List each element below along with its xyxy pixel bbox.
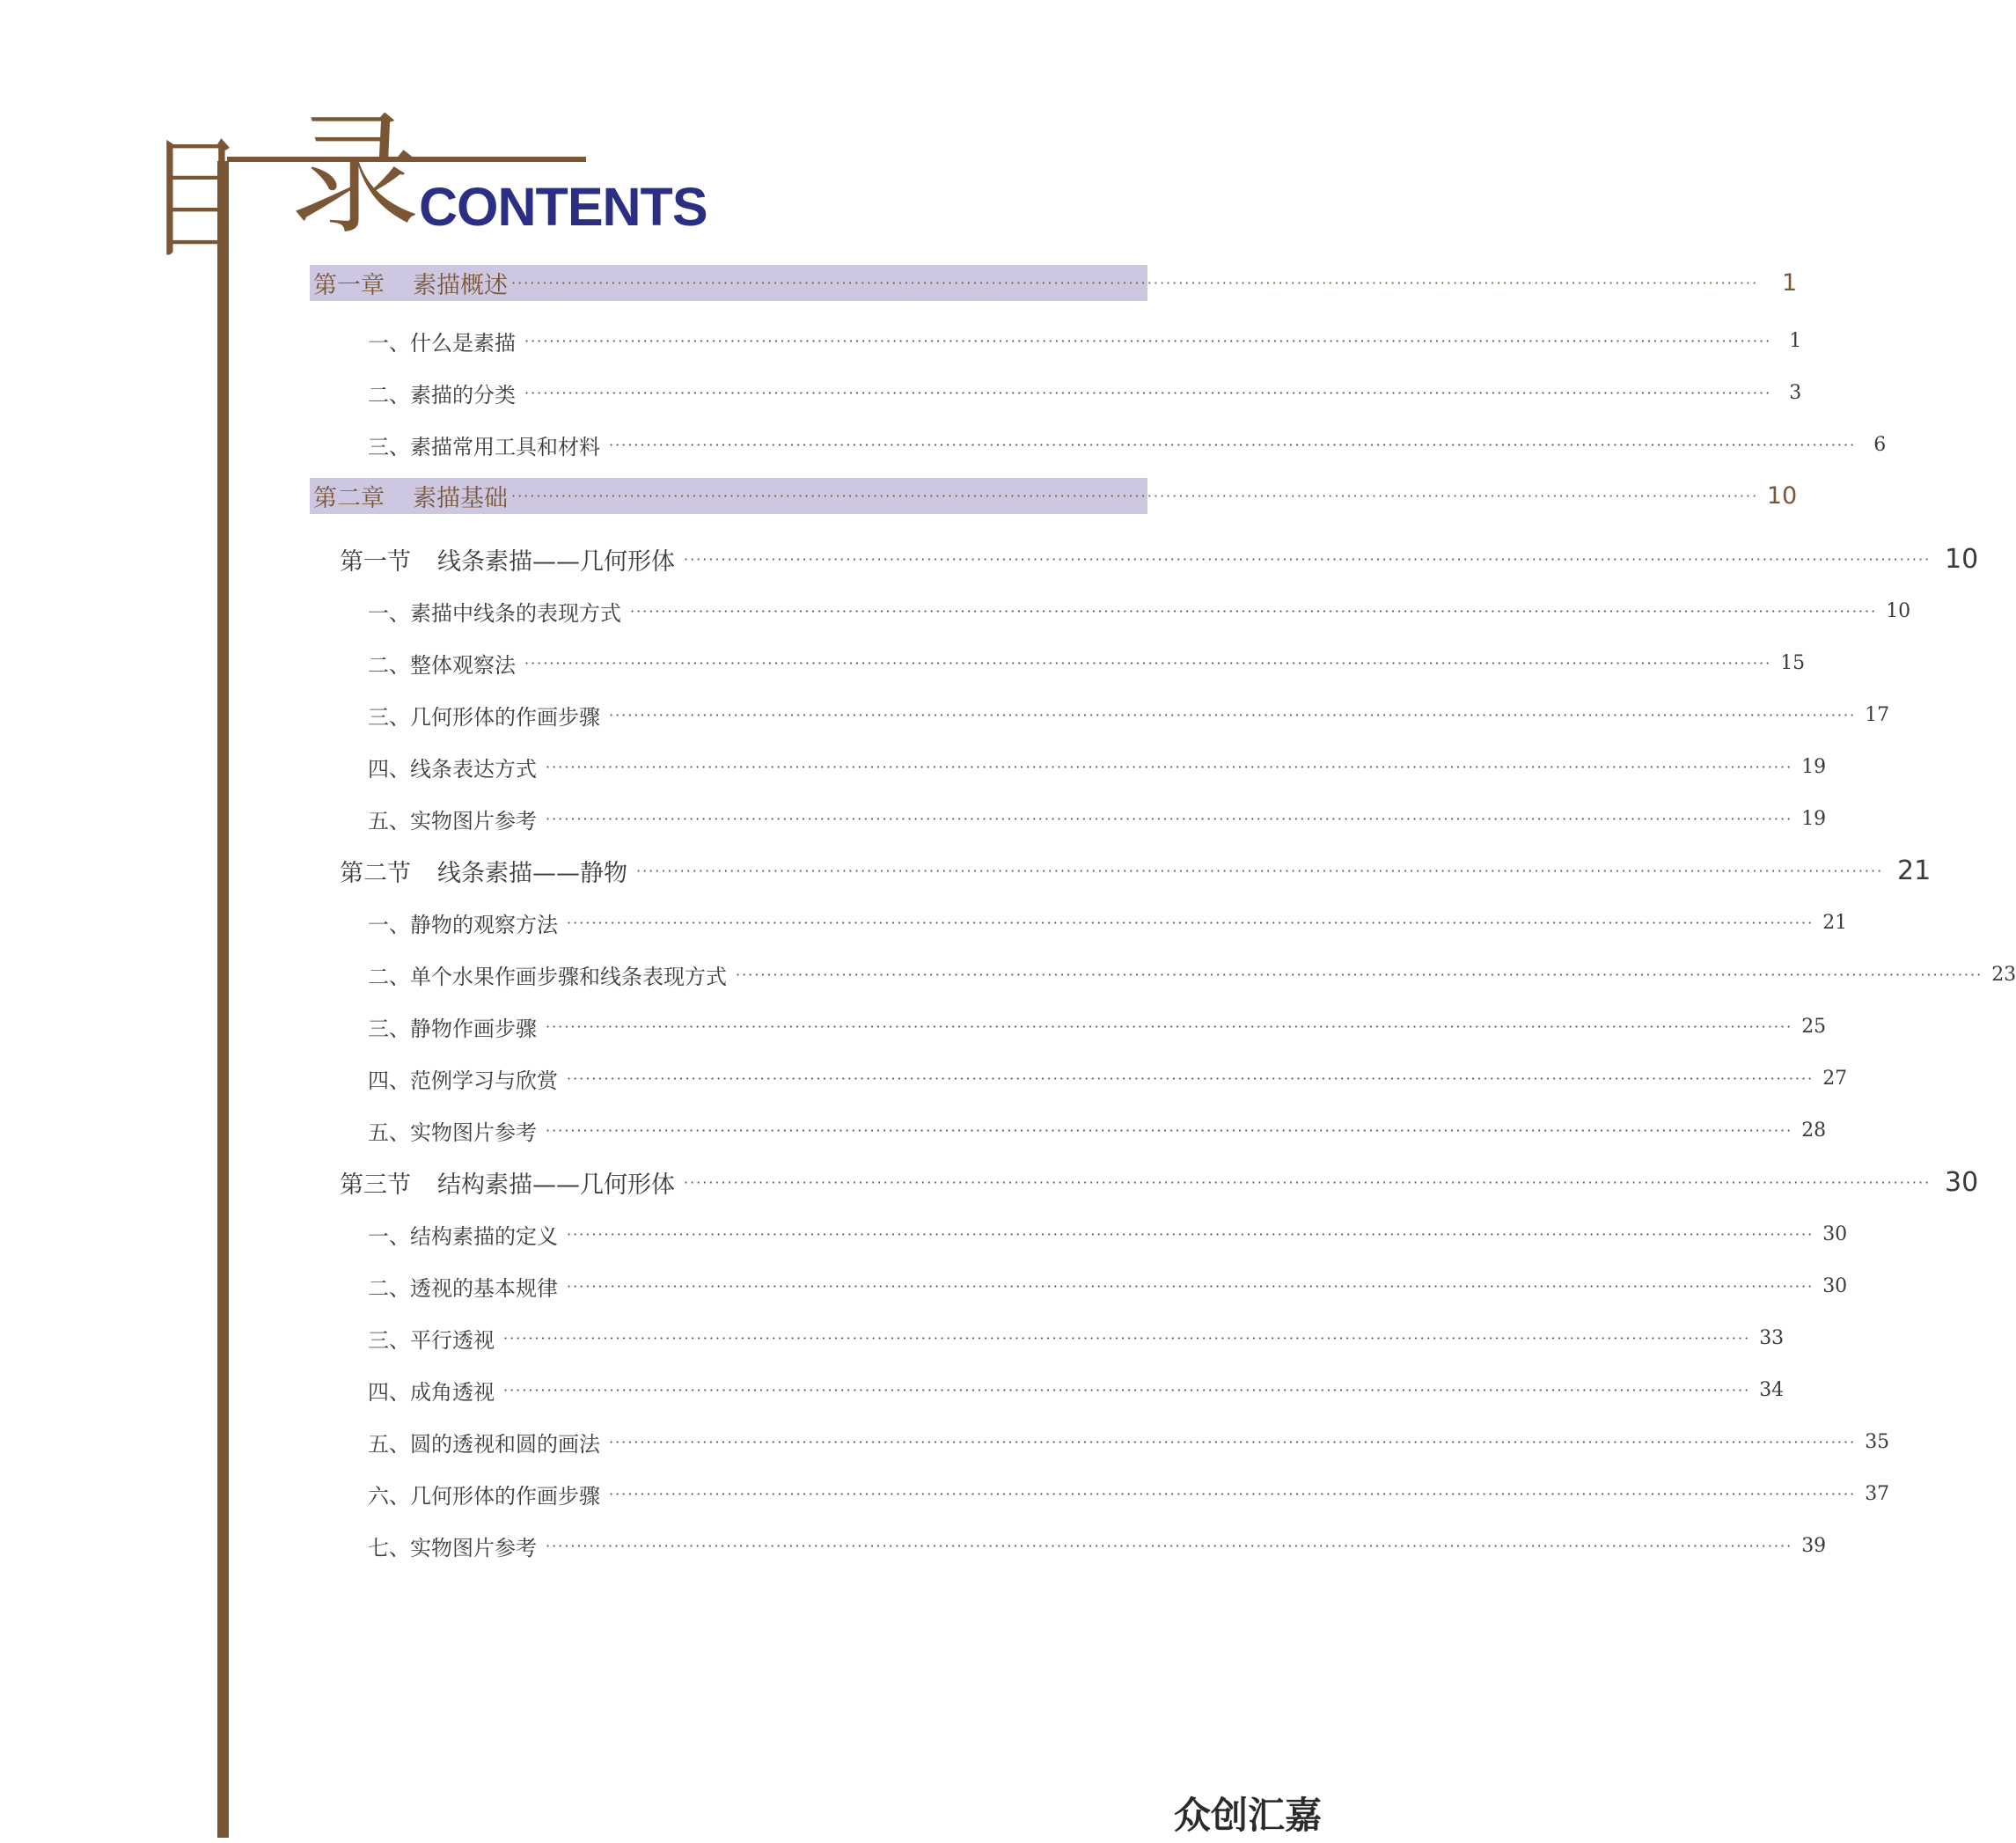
item-label: 五、圆的透视和圆的画法 <box>368 1432 600 1457</box>
toc-item[interactable] <box>368 1468 1890 1520</box>
toc-item[interactable] <box>368 585 1911 637</box>
dot-leader: ········································································································································································································ <box>546 1122 1793 1139</box>
title-char-lu: 录 <box>289 99 422 253</box>
item-page: 17 <box>1865 704 1890 726</box>
dot-leader: ········································································································································································································ <box>524 333 1772 349</box>
item-page: 19 <box>1801 808 1827 830</box>
item-page: 23 <box>1991 964 2016 986</box>
dot-leader: ········································································································································································································ <box>524 655 1772 672</box>
dot-leader: ········································································································································································································ <box>736 966 1983 983</box>
dot-leader: ········································································································································································································ <box>567 1226 1814 1243</box>
section-number: 第一节 <box>340 548 411 576</box>
section-title: 线条素描——几何形体 <box>437 548 675 576</box>
section-title: 线条素描——静物 <box>437 860 627 887</box>
section-page: 10 <box>1945 544 1979 575</box>
item-page: 30 <box>1822 1223 1848 1245</box>
dot-leader: ········································································································································································································ <box>503 1330 1751 1347</box>
dot-leader: ········································································································································································································ <box>524 385 1772 401</box>
chapter-page: 10 <box>1766 482 1798 510</box>
toc-item[interactable] <box>368 1001 1827 1053</box>
item-label: 三、几何形体的作画步骤 <box>368 705 600 730</box>
dot-leader: ········································································································································································································ <box>636 863 1884 879</box>
toc-item[interactable] <box>368 1260 1848 1312</box>
dot-leader: ········································································································································································································ <box>684 551 1932 568</box>
watermark-logo: 众创汇嘉 <box>1173 1794 1322 1837</box>
toc-item[interactable] <box>368 419 1887 471</box>
toc-chapter-2[interactable] <box>310 478 1798 514</box>
toc-item[interactable] <box>368 689 1890 741</box>
chapter-number: 第二章 <box>313 485 385 512</box>
item-label: 二、单个水果作画步骤和线条表现方式 <box>368 965 727 989</box>
item-page: 33 <box>1759 1327 1785 1349</box>
item-label: 一、结构素描的定义 <box>368 1224 558 1249</box>
dot-leader: ········································································································································································································ <box>609 437 1857 453</box>
item-label: 三、静物作画步骤 <box>368 1017 537 1041</box>
dot-leader: ········································································································································································································ <box>511 488 1759 504</box>
item-page: 15 <box>1780 652 1806 674</box>
dot-leader: ········································································································································································································ <box>567 914 1814 931</box>
item-label: 二、透视的基本规律 <box>368 1276 558 1301</box>
toc-item[interactable] <box>368 637 1806 689</box>
chapter-number: 第一章 <box>313 272 385 299</box>
item-page: 37 <box>1865 1483 1890 1505</box>
item-page: 19 <box>1801 756 1827 778</box>
item-label: 六、几何形体的作画步骤 <box>368 1484 600 1509</box>
item-page: 28 <box>1801 1120 1827 1142</box>
item-label: 五、实物图片参考 <box>368 809 537 833</box>
dot-leader: ········································································································································································································ <box>546 759 1793 775</box>
toc-item[interactable] <box>368 741 1827 793</box>
toc-item[interactable] <box>368 1208 1848 1260</box>
item-label: 一、什么是素描 <box>368 331 516 356</box>
item-page: 27 <box>1822 1068 1848 1090</box>
item-page: 10 <box>1886 600 1911 622</box>
dot-leader: ········································································································································································································ <box>630 603 1878 620</box>
dot-leader: ········································································································································································································ <box>503 1382 1751 1399</box>
item-page: 21 <box>1822 912 1848 934</box>
item-label: 四、成角透视 <box>368 1380 495 1405</box>
toc-item[interactable] <box>368 1105 1827 1156</box>
item-label: 四、线条表达方式 <box>368 757 537 782</box>
chapter-title: 素描基础 <box>413 485 508 512</box>
section-number: 第二节 <box>340 860 411 887</box>
dot-leader: ········································································································································································································ <box>546 1018 1793 1035</box>
section-title: 结构素描——几何形体 <box>437 1171 675 1199</box>
toc-chapter-1[interactable] <box>310 265 1798 301</box>
item-label: 五、实物图片参考 <box>368 1120 537 1145</box>
item-label: 三、平行透视 <box>368 1328 495 1353</box>
section-page: 21 <box>1897 855 1932 886</box>
dot-leader: ········································································································································································································ <box>546 811 1793 827</box>
toc-section-3[interactable] <box>340 1156 1979 1208</box>
item-label: 七、实物图片参考 <box>368 1536 537 1560</box>
toc-item[interactable] <box>368 367 1802 419</box>
dot-leader: ········································································································································································································ <box>511 275 1759 291</box>
toc-item[interactable] <box>368 1364 1785 1416</box>
toc-section-1[interactable] <box>340 533 1979 585</box>
title-contents: CONTENTS <box>419 177 707 237</box>
dot-leader: ········································································································································································································ <box>609 1434 1857 1450</box>
item-page: 6 <box>1873 434 1887 456</box>
item-label: 二、整体观察法 <box>368 653 516 678</box>
toc-item[interactable] <box>368 1416 1890 1468</box>
item-page: 34 <box>1759 1379 1785 1401</box>
item-label: 三、素描常用工具和材料 <box>368 435 600 459</box>
margin-rule-vertical <box>217 161 229 1838</box>
item-page: 35 <box>1865 1431 1890 1453</box>
dot-leader: ········································································································································································································ <box>546 1538 1793 1554</box>
toc-item[interactable] <box>368 897 1848 949</box>
item-label: 四、范例学习与欣赏 <box>368 1068 558 1093</box>
section-page: 30 <box>1945 1167 1979 1198</box>
item-label: 二、素描的分类 <box>368 383 516 408</box>
section-number: 第三节 <box>340 1171 411 1199</box>
dot-leader: ········································································································································································································ <box>567 1070 1814 1087</box>
dot-leader: ········································································································································································································ <box>684 1174 1932 1191</box>
toc-item[interactable] <box>368 793 1827 845</box>
dot-leader: ········································································································································································································ <box>609 707 1857 723</box>
dot-leader: ········································································································································································································ <box>609 1486 1857 1502</box>
toc-item[interactable] <box>368 1312 1785 1364</box>
dot-leader: ········································································································································································································ <box>567 1278 1814 1295</box>
title-char-mu: 目 <box>148 123 244 276</box>
chapter-page: 1 <box>1782 269 1798 297</box>
toc-item[interactable] <box>368 1520 1827 1572</box>
toc-item[interactable] <box>368 1053 1848 1105</box>
item-page: 39 <box>1801 1535 1827 1557</box>
item-page: 3 <box>1789 382 1802 404</box>
table-of-contents <box>310 265 2016 1572</box>
toc-section-2[interactable] <box>340 845 1932 897</box>
toc-item[interactable] <box>368 315 1802 367</box>
item-page: 1 <box>1789 330 1802 352</box>
item-page: 25 <box>1801 1016 1827 1038</box>
toc-item[interactable] <box>368 949 2016 1001</box>
chapter-title: 素描概述 <box>413 272 508 299</box>
item-label: 一、静物的观察方法 <box>368 913 558 937</box>
item-label: 一、素描中线条的表现方式 <box>368 601 621 626</box>
item-page: 30 <box>1822 1275 1848 1297</box>
